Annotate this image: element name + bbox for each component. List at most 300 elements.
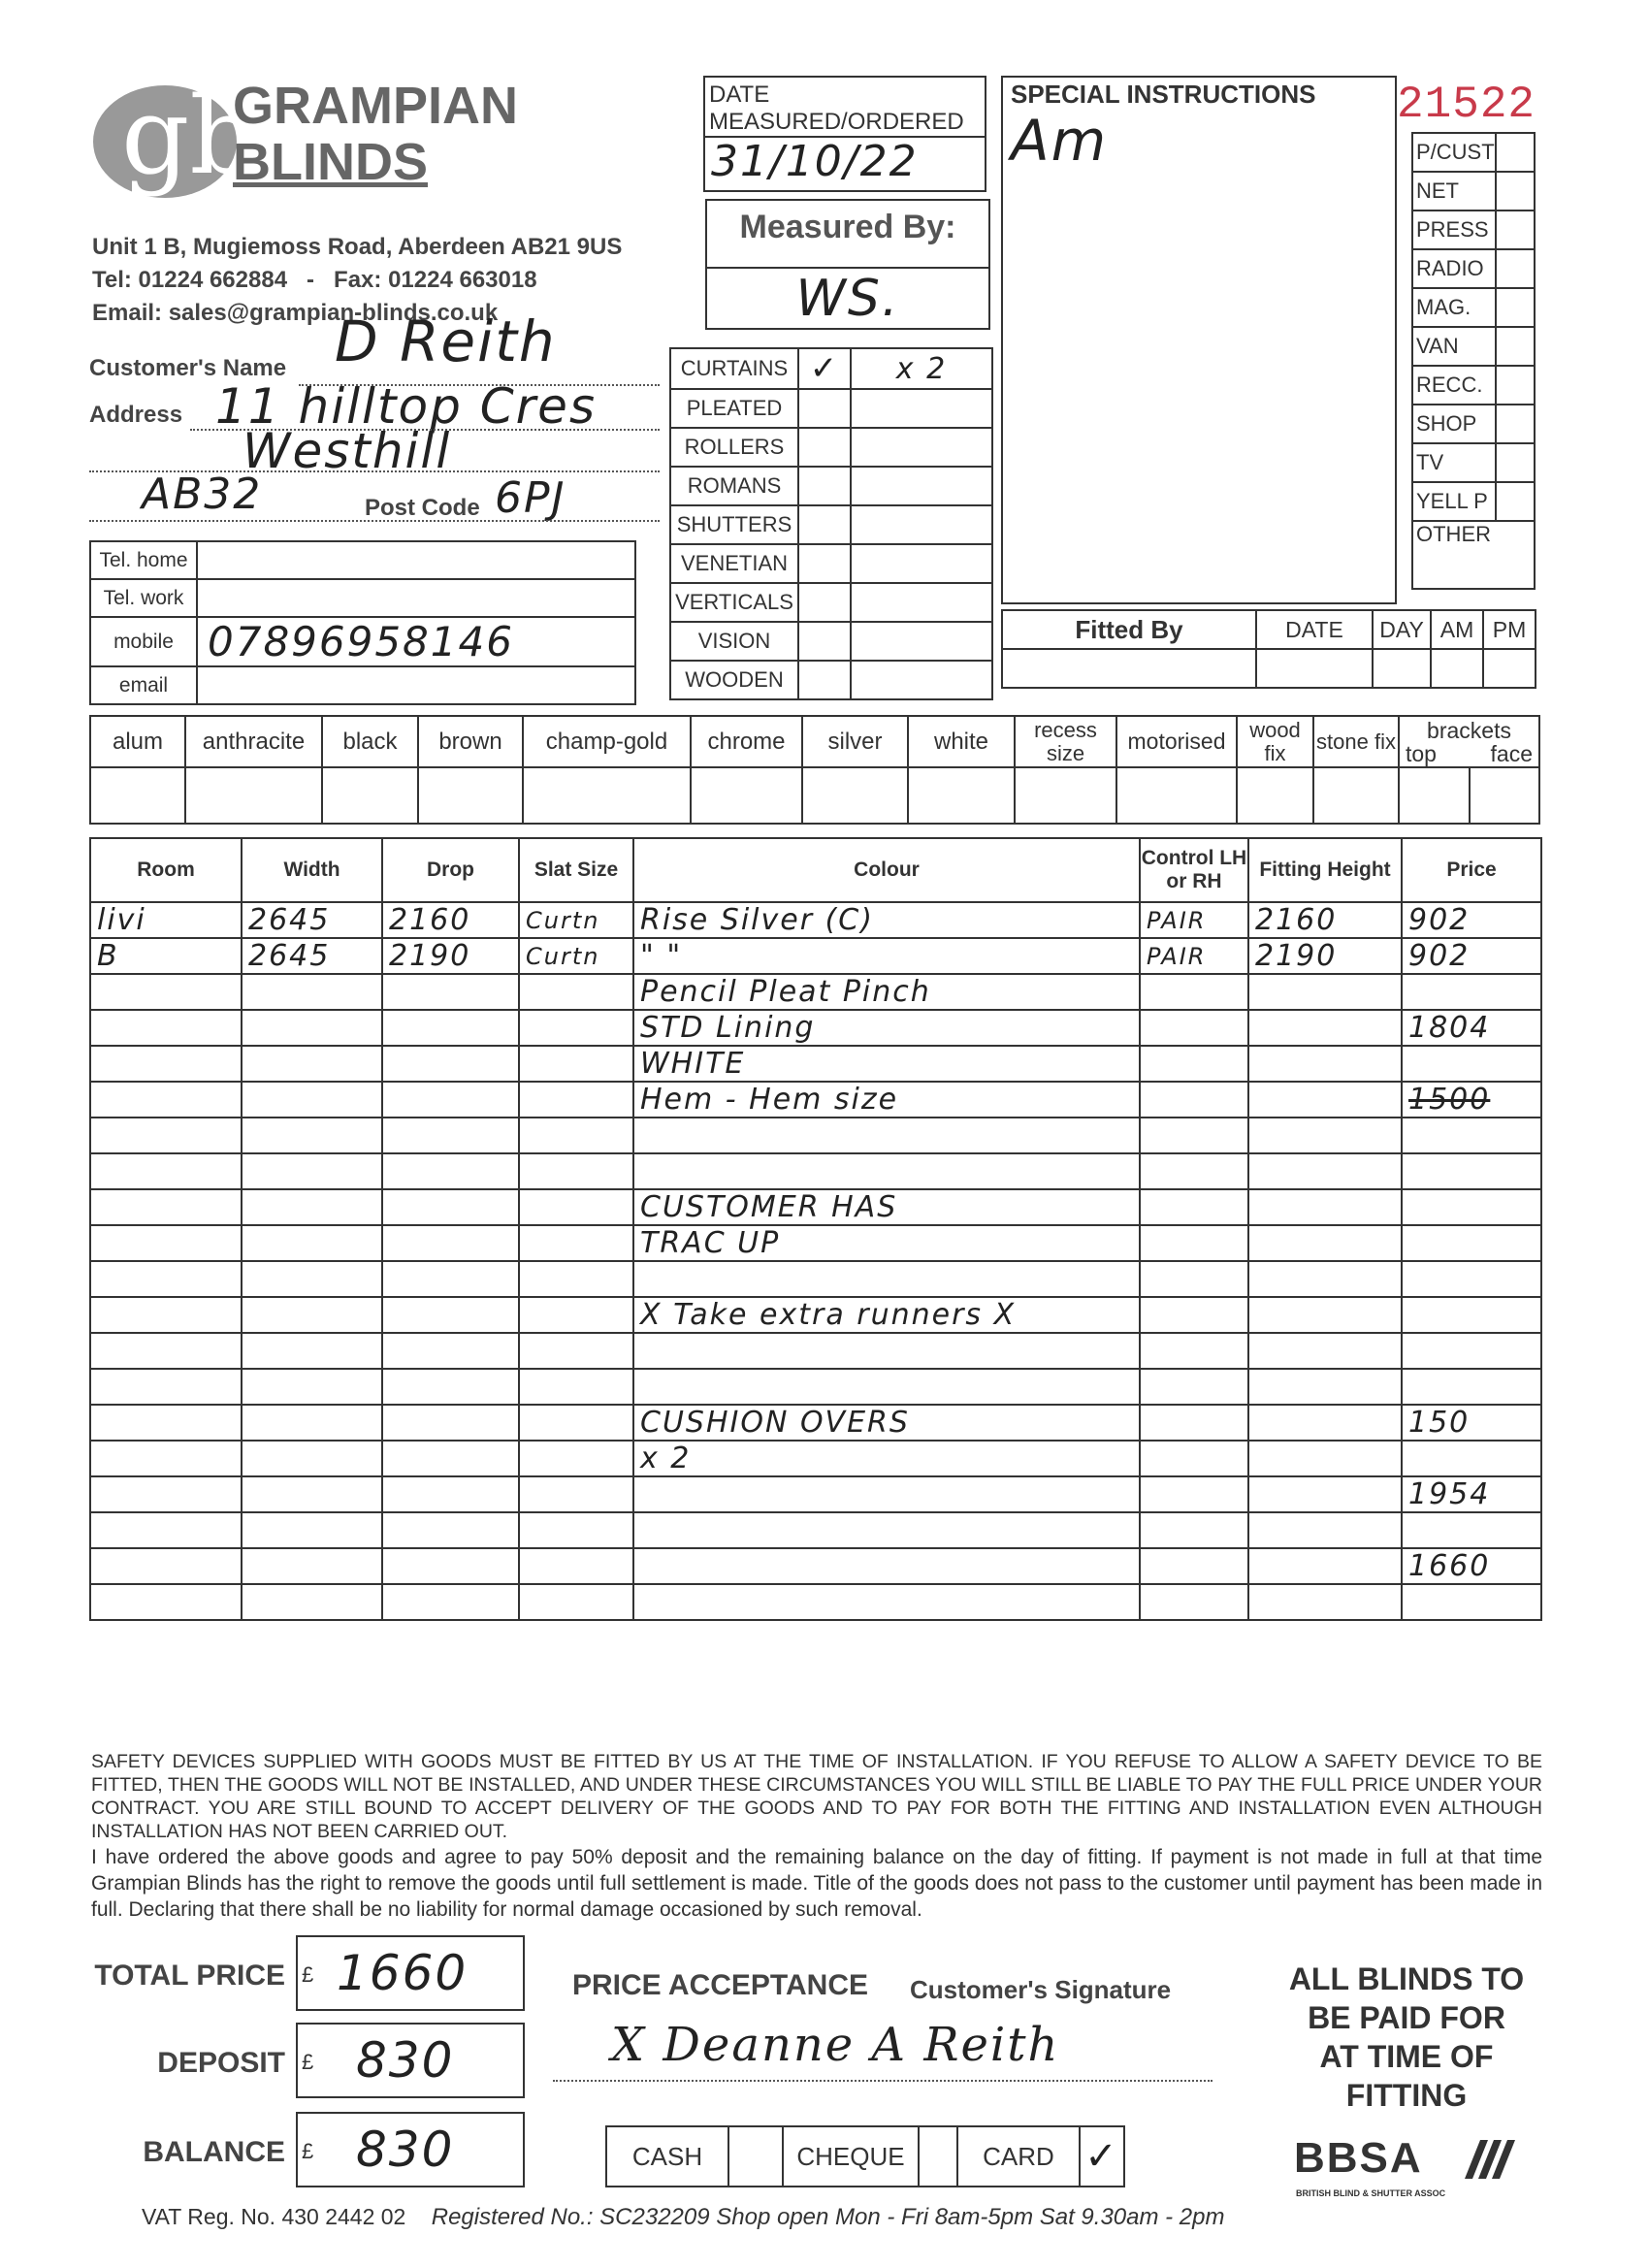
pay-card-checkbox[interactable]: ✓ xyxy=(1080,2126,1124,2187)
type-shutters: SHUTTERS xyxy=(670,505,798,544)
cell-room[interactable] xyxy=(90,1297,242,1333)
table-row xyxy=(90,1261,1541,1297)
media-van-checkbox[interactable] xyxy=(1496,327,1535,366)
colour-silver-field[interactable] xyxy=(802,767,908,824)
notice-line1: ALL BLINDS TO xyxy=(1288,1961,1525,1996)
media-radio: RADIO xyxy=(1412,249,1496,288)
cell-control[interactable] xyxy=(1140,1333,1248,1369)
cell-price[interactable] xyxy=(1402,1046,1541,1082)
cell-room[interactable] xyxy=(90,1369,242,1405)
customer-name-label: Customer's Name xyxy=(89,355,287,381)
colour-chrome-field[interactable] xyxy=(691,767,802,824)
cell-fitting[interactable] xyxy=(1248,1548,1402,1584)
pay-cash-label: CASH xyxy=(606,2126,728,2187)
type-verticals-mark[interactable] xyxy=(798,583,851,622)
type-shutters-mark[interactable] xyxy=(798,505,851,544)
cell-room[interactable] xyxy=(90,1189,242,1225)
type-shutters-qty[interactable] xyxy=(851,505,992,544)
cell-drop[interactable] xyxy=(382,1010,519,1046)
deposit-currency: £ xyxy=(302,2050,314,2074)
tel-home-field[interactable] xyxy=(197,541,635,579)
cell-control[interactable] xyxy=(1140,1189,1248,1225)
cell-slat[interactable] xyxy=(519,1369,633,1405)
cell-price[interactable]: 1804 xyxy=(1402,1010,1541,1046)
mobile-field[interactable]: 07896958146 xyxy=(197,617,635,666)
motorised-field[interactable] xyxy=(1116,767,1237,824)
cell-drop[interactable] xyxy=(382,1584,519,1620)
cell-colour[interactable] xyxy=(633,1153,1140,1189)
media-mag: MAG. xyxy=(1412,288,1496,327)
table-row xyxy=(90,1476,1541,1512)
fitted-date-label: DATE xyxy=(1256,610,1373,649)
payment-notice xyxy=(1261,1960,1552,2115)
cell-slat[interactable] xyxy=(519,974,633,1010)
cell-room[interactable]: B xyxy=(90,938,242,974)
safety-terms: SAFETY DEVICES SUPPLIED WITH GOODS MUST BE FITTED BY US AT THE TIME OF INSTALLATION. IF YOU REFUSE TO ALLOW A SAFETY DEVICE TO BE FITTED, THEN THE GOODS WILL NOT BE INSTALLED, AND UNDER THESE CIRCUMSTANCES YOU WILL STILL BE LIABLE TO PAY THE FULL PRICE UNDER YOUR CONTRACT. YOU ARE STILL BOUND TO ACCEPT DELIVERY OF THE GOODS AND TO PAY FOR BOTH THE FITTING AND INSTALLATION EVEN ALTHOUGH INSTALLATION HAS NOT BEEN CARRIED OUT. xyxy=(91,1751,1542,1842)
cell-fitting[interactable] xyxy=(1248,1082,1402,1118)
cell-drop[interactable] xyxy=(382,1118,519,1153)
cell-control[interactable] xyxy=(1140,1512,1248,1548)
cell-width[interactable] xyxy=(242,1118,382,1153)
cell-price[interactable] xyxy=(1402,1225,1541,1261)
media-tv-checkbox[interactable] xyxy=(1496,443,1535,482)
cell-room[interactable] xyxy=(90,1010,242,1046)
colour-white: white xyxy=(908,716,1015,767)
cell-fitting[interactable] xyxy=(1248,1118,1402,1153)
cell-drop[interactable] xyxy=(382,1548,519,1584)
cell-room[interactable] xyxy=(90,1225,242,1261)
cell-drop[interactable] xyxy=(382,1512,519,1548)
type-venetian-mark[interactable] xyxy=(798,544,851,583)
cell-fitting[interactable] xyxy=(1248,1512,1402,1548)
type-pleated: PLEATED xyxy=(670,389,798,428)
colour-alum: alum xyxy=(90,716,185,767)
cell-slat[interactable] xyxy=(519,1010,633,1046)
cell-colour[interactable] xyxy=(633,1333,1140,1369)
address-line2[interactable]: Westhill xyxy=(242,423,452,479)
colour-recess-size: recess size xyxy=(1015,716,1116,767)
cell-drop[interactable] xyxy=(382,1153,519,1189)
cell-width[interactable] xyxy=(242,1512,382,1548)
special-instructions-label: SPECIAL INSTRUCTIONS xyxy=(1011,80,1316,109)
cell-slat[interactable] xyxy=(519,1441,633,1476)
cell-room[interactable] xyxy=(90,1261,242,1297)
cell-fitting[interactable] xyxy=(1248,1405,1402,1441)
customer-name-value[interactable]: D Reith xyxy=(335,308,557,374)
type-vision-qty[interactable] xyxy=(851,622,992,661)
fitted-date-field[interactable] xyxy=(1256,649,1373,688)
cell-width[interactable] xyxy=(242,1369,382,1405)
cell-control[interactable] xyxy=(1140,1118,1248,1153)
cell-slat[interactable] xyxy=(519,1153,633,1189)
cell-price[interactable] xyxy=(1402,1512,1541,1548)
pay-card-label: CARD xyxy=(957,2126,1080,2187)
cell-colour[interactable]: Hem - Hem size xyxy=(633,1082,1140,1118)
media-shop-checkbox[interactable] xyxy=(1496,405,1535,443)
cell-room[interactable] xyxy=(90,974,242,1010)
cell-price[interactable] xyxy=(1402,1261,1541,1297)
fitted-by-field[interactable] xyxy=(1002,649,1256,688)
cell-price[interactable]: 1660 xyxy=(1402,1548,1541,1584)
email-field[interactable] xyxy=(197,666,635,704)
balance-box[interactable] xyxy=(296,2112,525,2187)
vat-number: VAT Reg. No. 430 2442 02 xyxy=(142,2204,406,2229)
colour-alum-field[interactable] xyxy=(90,767,185,824)
table-row xyxy=(90,1297,1541,1333)
cell-price[interactable]: 902 xyxy=(1402,938,1541,974)
cell-slat[interactable] xyxy=(519,1189,633,1225)
cell-drop[interactable] xyxy=(382,1441,519,1476)
cell-control[interactable] xyxy=(1140,1548,1248,1584)
agreement-terms: I have ordered the above goods and agree to pay 50% deposit and the remaining balance on the day of fitting. If payment is not made in full at that time Grampian Blinds has the right to remove the goods until full settlement is made. Title of the goods does not pass to the customer until payment has been made in full. Declaring that there shall be no liability for normal damage occasioned by such removal. xyxy=(91,1846,1542,1921)
colour-black-field[interactable] xyxy=(322,767,418,824)
type-pleated-mark[interactable] xyxy=(798,389,851,428)
cell-room[interactable] xyxy=(90,1512,242,1548)
cell-control[interactable] xyxy=(1140,1369,1248,1405)
tel-work-label: Tel. work xyxy=(90,579,197,617)
measured-by-box xyxy=(705,199,990,330)
cell-colour[interactable] xyxy=(633,1369,1140,1405)
cell-fitting[interactable] xyxy=(1248,1225,1402,1261)
cell-control[interactable] xyxy=(1140,1405,1248,1441)
cell-drop[interactable] xyxy=(382,1046,519,1082)
media-mag-checkbox[interactable] xyxy=(1496,288,1535,327)
cell-price[interactable] xyxy=(1402,1189,1541,1225)
cell-control[interactable] xyxy=(1140,1153,1248,1189)
type-venetian: VENETIAN xyxy=(670,544,798,583)
mobile-label: mobile xyxy=(90,617,197,666)
type-curtains-qty[interactable]: x 2 xyxy=(851,348,992,389)
cell-colour[interactable]: x 2 xyxy=(633,1441,1140,1476)
cell-fitting[interactable]: 2190 xyxy=(1248,938,1402,974)
cell-width[interactable]: 2645 xyxy=(242,902,382,938)
cell-drop[interactable] xyxy=(382,1261,519,1297)
cell-price[interactable] xyxy=(1402,1118,1541,1153)
cell-control[interactable]: PAIR xyxy=(1140,902,1248,938)
cell-colour[interactable]: X Take extra runners X xyxy=(633,1297,1140,1333)
cell-fitting[interactable] xyxy=(1248,1476,1402,1512)
cell-room[interactable] xyxy=(90,1548,242,1584)
cell-fitting[interactable] xyxy=(1248,1369,1402,1405)
order-items-table xyxy=(89,837,1542,1621)
cell-drop[interactable]: 2160 xyxy=(382,902,519,938)
cell-slat[interactable] xyxy=(519,1548,633,1584)
special-instructions-value: Am xyxy=(1011,108,1109,174)
footer xyxy=(142,2204,1225,2231)
cell-control[interactable] xyxy=(1140,1584,1248,1620)
cell-control[interactable] xyxy=(1140,1261,1248,1297)
cell-width[interactable] xyxy=(242,1189,382,1225)
fitted-am-label: AM xyxy=(1431,610,1483,649)
cell-colour[interactable]: CUSHION OVERS xyxy=(633,1405,1140,1441)
type-romans: ROMANS xyxy=(670,467,798,505)
type-rollers-mark[interactable] xyxy=(798,428,851,467)
cell-price[interactable] xyxy=(1402,1441,1541,1476)
cell-colour[interactable]: " " xyxy=(633,938,1140,974)
table-row xyxy=(90,1118,1541,1153)
type-rollers-qty[interactable] xyxy=(851,428,992,467)
cell-control[interactable] xyxy=(1140,1082,1248,1118)
total-price-box[interactable] xyxy=(296,1935,525,2011)
cell-drop[interactable] xyxy=(382,1476,519,1512)
table-row xyxy=(90,1046,1541,1082)
colour-options-table xyxy=(89,715,1540,825)
media-pcust-checkbox[interactable] xyxy=(1496,133,1535,172)
header-control: Control LH or RH xyxy=(1140,838,1248,902)
cell-width[interactable] xyxy=(242,1333,382,1369)
cell-colour[interactable]: STD Lining xyxy=(633,1010,1140,1046)
deposit-box[interactable] xyxy=(296,2023,525,2098)
stone-fix-field[interactable] xyxy=(1313,767,1399,824)
brackets-field[interactable] xyxy=(1399,767,1539,824)
customer-signature[interactable]: X Deanne A Reith xyxy=(611,2018,1060,2072)
fitted-by-label: Fitted By xyxy=(1002,610,1256,649)
cell-control[interactable] xyxy=(1140,1297,1248,1333)
header-slat-size: Slat Size xyxy=(519,838,633,902)
media-recc: RECC. xyxy=(1412,366,1496,405)
cell-colour[interactable] xyxy=(633,1476,1140,1512)
brackets-top-field[interactable] xyxy=(1400,768,1471,823)
cell-width[interactable] xyxy=(242,1584,382,1620)
cell-colour[interactable]: Pencil Pleat Pinch xyxy=(633,974,1140,1010)
fitted-pm-field[interactable] xyxy=(1483,649,1536,688)
tel-work-field[interactable] xyxy=(197,579,635,617)
cell-slat[interactable] xyxy=(519,1297,633,1333)
media-yellp-checkbox[interactable] xyxy=(1496,482,1535,521)
cell-fitting[interactable] xyxy=(1248,1153,1402,1189)
total-currency: £ xyxy=(302,1962,314,1987)
cell-room[interactable] xyxy=(90,1153,242,1189)
cell-fitting[interactable] xyxy=(1248,974,1402,1010)
cell-price[interactable]: 150 xyxy=(1402,1405,1541,1441)
order-number: 21522 xyxy=(1397,80,1536,130)
cell-drop[interactable] xyxy=(382,1225,519,1261)
cell-control[interactable] xyxy=(1140,1010,1248,1046)
pay-cash-checkbox[interactable] xyxy=(728,2126,783,2187)
media-press-checkbox[interactable] xyxy=(1496,211,1535,249)
cell-price[interactable] xyxy=(1402,974,1541,1010)
cell-slat[interactable]: Curtn xyxy=(519,938,633,974)
cell-drop[interactable] xyxy=(382,974,519,1010)
cell-room[interactable] xyxy=(90,1476,242,1512)
registered-info: Registered No.: SC232209 Shop open Mon - Fri 8am-5pm Sat 9.30am - 2pm xyxy=(431,2204,1225,2230)
cell-fitting[interactable]: 2160 xyxy=(1248,902,1402,938)
cell-drop[interactable] xyxy=(382,1369,519,1405)
price-acceptance-title: PRICE ACCEPTANCE xyxy=(572,1969,869,2001)
cell-control[interactable] xyxy=(1140,974,1248,1010)
cell-width[interactable] xyxy=(242,1010,382,1046)
cell-colour[interactable]: CUSTOMER HAS xyxy=(633,1189,1140,1225)
cell-price[interactable]: 1954 xyxy=(1402,1476,1541,1512)
special-instructions-box xyxy=(1001,76,1397,604)
media-shop: SHOP xyxy=(1412,405,1496,443)
address-label: Address xyxy=(89,402,183,428)
cell-slat[interactable]: Curtn xyxy=(519,902,633,938)
cell-room[interactable] xyxy=(90,1584,242,1620)
cell-colour[interactable]: WHITE xyxy=(633,1046,1140,1082)
cell-room[interactable] xyxy=(90,1046,242,1082)
cell-width[interactable] xyxy=(242,1548,382,1584)
cell-colour[interactable] xyxy=(633,1548,1140,1584)
cell-colour[interactable] xyxy=(633,1261,1140,1297)
cell-colour[interactable] xyxy=(633,1512,1140,1548)
notice-line4: FITTING xyxy=(1345,2078,1468,2113)
cell-price[interactable] xyxy=(1402,1584,1541,1620)
cell-fitting[interactable] xyxy=(1248,1297,1402,1333)
table-row xyxy=(90,1333,1541,1369)
cell-colour[interactable] xyxy=(633,1584,1140,1620)
media-press: PRESS xyxy=(1412,211,1496,249)
cell-width[interactable]: 2645 xyxy=(242,938,382,974)
cell-width[interactable] xyxy=(242,1261,382,1297)
total-price-value: 1660 xyxy=(337,1945,469,2001)
cell-control[interactable]: PAIR xyxy=(1140,938,1248,974)
media-van: VAN xyxy=(1412,327,1496,366)
cell-width[interactable] xyxy=(242,1225,382,1261)
cell-price[interactable] xyxy=(1402,1333,1541,1369)
header-fitting-height: Fitting Height xyxy=(1248,838,1402,902)
cell-colour[interactable]: Rise Silver (C) xyxy=(633,902,1140,938)
colour-champ-gold-field[interactable] xyxy=(523,767,691,824)
cell-width[interactable] xyxy=(242,1297,382,1333)
cell-control[interactable] xyxy=(1140,1476,1248,1512)
pay-cheque-label: CHEQUE xyxy=(783,2126,919,2187)
colour-stone-fix: stone fix xyxy=(1313,716,1399,767)
cell-room[interactable] xyxy=(90,1405,242,1441)
cell-fitting[interactable] xyxy=(1248,1441,1402,1476)
fitted-day-field[interactable] xyxy=(1373,649,1431,688)
cell-slat[interactable] xyxy=(519,1046,633,1082)
company-name-line2: BLINDS xyxy=(233,133,428,191)
table-row xyxy=(90,1010,1541,1046)
cell-slat[interactable] xyxy=(519,1225,633,1261)
measured-by-label: Measured By: xyxy=(707,201,988,269)
total-price-label: TOTAL PRICE xyxy=(94,1960,285,1992)
fitted-by-table xyxy=(1001,609,1536,689)
cell-price[interactable] xyxy=(1402,1153,1541,1189)
colour-chrome: chrome xyxy=(691,716,802,767)
bbsa-logo: BBSA xyxy=(1294,2134,1423,2182)
fitted-am-field[interactable] xyxy=(1431,649,1483,688)
type-rollers: ROLLERS xyxy=(670,428,798,467)
brackets-face-field[interactable] xyxy=(1471,768,1539,823)
colour-anthracite-field[interactable] xyxy=(185,767,322,824)
cell-slat[interactable] xyxy=(519,1261,633,1297)
type-verticals-qty[interactable] xyxy=(851,583,992,622)
type-venetian-qty[interactable] xyxy=(851,544,992,583)
cell-room[interactable] xyxy=(90,1333,242,1369)
cell-fitting[interactable] xyxy=(1248,1333,1402,1369)
cell-colour[interactable] xyxy=(633,1118,1140,1153)
colour-motorised: motorised xyxy=(1116,716,1237,767)
cell-control[interactable] xyxy=(1140,1225,1248,1261)
address-line3[interactable]: AB32 xyxy=(142,470,263,519)
cell-width[interactable] xyxy=(242,1082,382,1118)
cell-room[interactable] xyxy=(90,1118,242,1153)
cell-slat[interactable] xyxy=(519,1082,633,1118)
company-address: Unit 1 B, Mugiemoss Road, Aberdeen AB21 9US xyxy=(92,234,623,260)
cell-colour[interactable]: TRAC UP xyxy=(633,1225,1140,1261)
cell-fitting[interactable] xyxy=(1248,1584,1402,1620)
cell-room[interactable]: livi xyxy=(90,902,242,938)
company-name-line1: GRAMPIAN xyxy=(233,77,518,135)
address-line1[interactable]: 11 hilltop Cres xyxy=(215,378,597,435)
media-recc-checkbox[interactable] xyxy=(1496,366,1535,405)
cell-slat[interactable] xyxy=(519,1333,633,1369)
wood-fix-field[interactable] xyxy=(1237,767,1313,824)
table-row xyxy=(90,1153,1541,1189)
cell-room[interactable] xyxy=(90,1082,242,1118)
cell-drop[interactable] xyxy=(382,1405,519,1441)
cell-width[interactable] xyxy=(242,1046,382,1082)
cell-room[interactable] xyxy=(90,1441,242,1476)
cell-width[interactable] xyxy=(242,1476,382,1512)
colour-black: black xyxy=(322,716,418,767)
type-pleated-qty[interactable] xyxy=(851,389,992,428)
table-row xyxy=(90,1441,1541,1476)
header-width: Width xyxy=(242,838,382,902)
cell-slat[interactable] xyxy=(519,1584,633,1620)
cell-width[interactable] xyxy=(242,1153,382,1189)
notice-line2: BE PAID FOR xyxy=(1308,2000,1505,2035)
cell-control[interactable] xyxy=(1140,1441,1248,1476)
cell-fitting[interactable] xyxy=(1248,1010,1402,1046)
cell-slat[interactable] xyxy=(519,1476,633,1512)
measured-ordered-label: MEASURED/ORDERED xyxy=(705,109,985,138)
cell-slat[interactable] xyxy=(519,1512,633,1548)
cell-fitting[interactable] xyxy=(1248,1261,1402,1297)
cell-drop[interactable] xyxy=(382,1189,519,1225)
cell-drop[interactable]: 2190 xyxy=(382,938,519,974)
cell-control[interactable] xyxy=(1140,1046,1248,1082)
table-row xyxy=(90,1405,1541,1441)
type-curtains-mark[interactable]: ✓ xyxy=(798,348,851,389)
cell-price[interactable] xyxy=(1402,1297,1541,1333)
type-wooden-mark[interactable] xyxy=(798,661,851,699)
colour-brown-field[interactable] xyxy=(418,767,523,824)
recess-size-field[interactable] xyxy=(1015,767,1116,824)
cell-slat[interactable] xyxy=(519,1405,633,1441)
type-wooden-qty[interactable] xyxy=(851,661,992,699)
media-radio-checkbox[interactable] xyxy=(1496,249,1535,288)
media-net-checkbox[interactable] xyxy=(1496,172,1535,211)
type-vision-mark[interactable] xyxy=(798,622,851,661)
cell-fitting[interactable] xyxy=(1248,1046,1402,1082)
media-tv: TV xyxy=(1412,443,1496,482)
cell-fitting[interactable] xyxy=(1248,1189,1402,1225)
media-yellp: YELL P xyxy=(1412,482,1496,521)
postcode-value[interactable]: 6PJ xyxy=(495,473,566,523)
cell-width[interactable] xyxy=(242,974,382,1010)
cell-slat[interactable] xyxy=(519,1118,633,1153)
cell-price[interactable]: 902 xyxy=(1402,902,1541,938)
deposit-value: 830 xyxy=(356,2032,455,2089)
cell-drop[interactable] xyxy=(382,1297,519,1333)
type-romans-qty[interactable] xyxy=(851,467,992,505)
cell-width[interactable] xyxy=(242,1405,382,1441)
bbsa-stripes-icon xyxy=(1465,2140,1523,2179)
cell-width[interactable] xyxy=(242,1441,382,1476)
pay-cheque-checkbox[interactable] xyxy=(919,2126,957,2187)
cell-drop[interactable] xyxy=(382,1333,519,1369)
colour-white-field[interactable] xyxy=(908,767,1015,824)
cell-drop[interactable] xyxy=(382,1082,519,1118)
company-email: Email: sales@grampian-blinds.co.uk xyxy=(92,300,499,326)
cell-price[interactable]: 1500 xyxy=(1402,1082,1541,1118)
cell-price[interactable] xyxy=(1402,1369,1541,1405)
fitted-pm-label: PM xyxy=(1483,610,1536,649)
type-romans-mark[interactable] xyxy=(798,467,851,505)
